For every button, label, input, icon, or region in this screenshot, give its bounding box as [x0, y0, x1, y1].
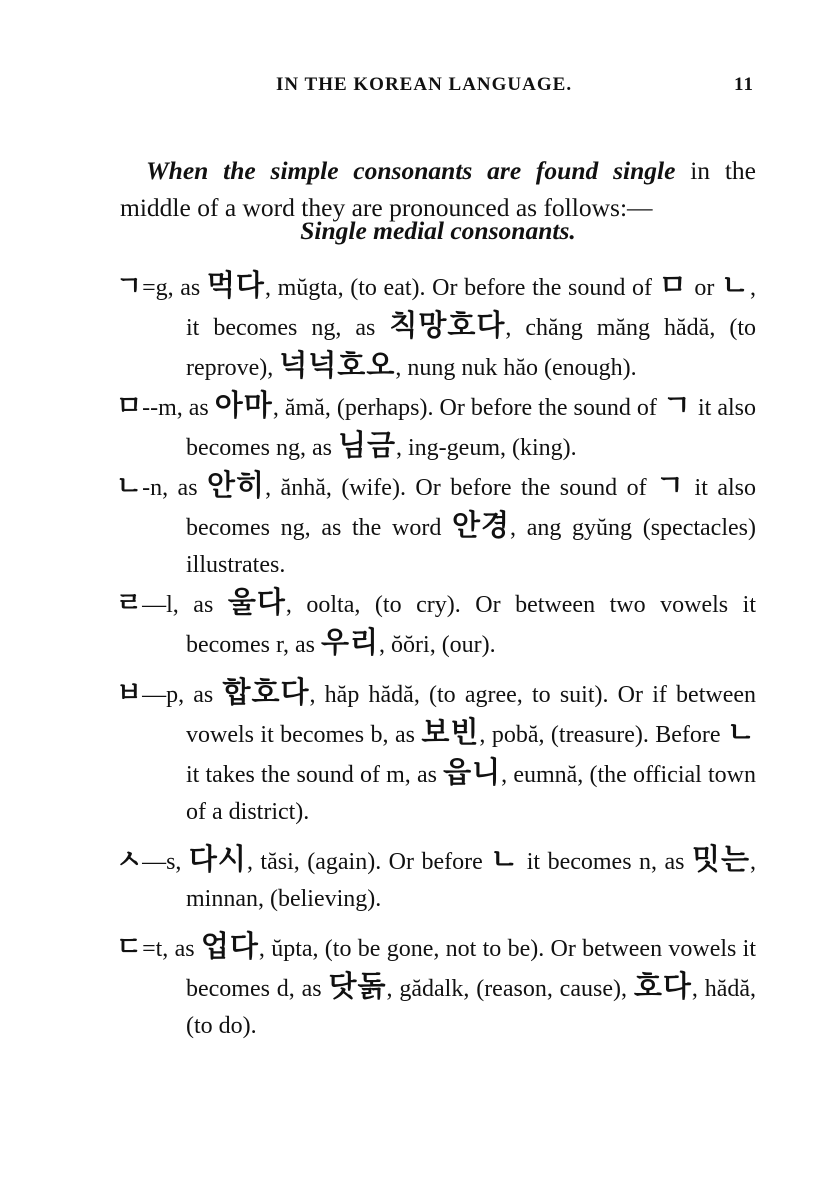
korean-example: 안히 — [207, 468, 266, 502]
page-number: 11 — [734, 74, 754, 95]
korean-example: ㅁ — [658, 268, 688, 302]
korean-example: 칙망호다 — [389, 308, 506, 342]
entry-text: —s, — [142, 849, 189, 875]
entry-text: it takes the sound of m, as — [186, 762, 444, 788]
consonant-letter: ㅅ — [116, 845, 143, 876]
korean-example: 먹다 — [206, 268, 265, 302]
entry-text: —p, as — [142, 682, 223, 708]
entry-text: --m, as — [142, 395, 215, 421]
entry-text: -n, as — [142, 475, 208, 501]
entry-text: , oolta, (to cry). Or between two vowels it becomes r, as — [186, 592, 756, 658]
korean-example: 밋는 — [691, 842, 751, 876]
entry-text: , hădă, (to do). — [186, 976, 756, 1039]
korean-example: 아마 — [214, 388, 273, 422]
entry-text: , ŭpta, (to be gone, not to be). Or between vowels it becomes d, as — [186, 936, 756, 1002]
korean-example: 합호다 — [222, 675, 310, 709]
entry-text: , pobă, (treasure). Before — [479, 722, 727, 748]
entry-text: , ămă, (perhaps). Or before the sound of — [272, 395, 663, 421]
korean-example: 닷돍 — [328, 969, 387, 1003]
entry-text: , eumnă, (the official town of a district). — [186, 762, 756, 825]
korean-example: 다시 — [188, 842, 247, 876]
entry-text: , tăsi, (again). Or before — [246, 849, 491, 875]
entry-text: , ănhă, (wife). Or before the sound of — [265, 475, 657, 501]
entry-text: —l, as — [142, 592, 228, 618]
intro-rest: in the middle of a word they are pronounced as follows:— — [120, 155, 756, 222]
korean-example: 읍니 — [443, 755, 502, 789]
intro-paragraph — [120, 152, 756, 226]
consonant-entry — [116, 928, 756, 1045]
running-head-title: IN THE KOREAN LANGUAGE. — [276, 74, 573, 95]
consonant-letter: ㄹ — [116, 588, 143, 619]
korean-example: 보빈 — [421, 715, 480, 749]
consonant-entry — [116, 467, 756, 584]
korean-example: ㄱ — [656, 468, 686, 502]
entry-text: , chăng măng hădă, (to reprove), — [186, 315, 757, 381]
entry-text: , minnan, (believing). — [186, 849, 757, 912]
consonant-entries — [116, 267, 756, 1045]
entry-text: =g, as — [142, 275, 207, 301]
entry-text: it also becomes ng, as the word — [186, 475, 757, 541]
korean-example: ㄴ — [726, 715, 756, 749]
korean-example: ㄴ — [490, 842, 520, 876]
consonant-letter: ㅂ — [116, 678, 143, 709]
korean-example: 님금 — [337, 428, 396, 462]
korean-example: 우리 — [321, 625, 380, 659]
consonant-entry — [116, 584, 756, 664]
entry-text: or — [687, 275, 721, 301]
consonant-entry — [116, 841, 756, 918]
running-head — [120, 74, 756, 104]
consonant-letter: ㄴ — [116, 471, 143, 502]
entry-text: , ang gyŭng (spectacles) illustrates. — [186, 515, 756, 578]
entry-text: , ŏŏri, (our). — [379, 632, 496, 658]
intro-italic-lead: When the simple consonants are found single — [146, 155, 676, 185]
entry-text: , it becomes ng, as — [186, 275, 756, 341]
korean-example: 업다 — [200, 929, 259, 963]
korean-example: 호다 — [633, 969, 692, 1003]
entry-text: =t, as — [142, 936, 201, 962]
korean-example: 울다 — [227, 585, 286, 619]
korean-example: ㄴ — [720, 268, 750, 302]
entry-text: , hăp hădă, (to agree, to suit). Or if between vowels it becomes b, as — [186, 682, 756, 748]
entry-text: , ing-geum, (king). — [396, 435, 577, 461]
korean-example: ㄱ — [662, 388, 692, 422]
entry-text: it becomes n, as — [519, 849, 692, 875]
entry-text: it also becomes ng, as — [186, 395, 756, 461]
consonant-entry — [116, 674, 756, 831]
consonant-letter: ㄱ — [116, 271, 143, 302]
consonant-letter: ㄷ — [116, 932, 143, 963]
korean-example: 넉넉호오 — [279, 348, 396, 382]
entry-text: , mŭgta, (to eat). Or before the sound of — [264, 275, 659, 301]
consonant-entry — [116, 267, 756, 387]
consonant-letter: ㅁ — [116, 391, 143, 422]
korean-example: 안경 — [452, 508, 511, 542]
consonant-entry — [116, 387, 756, 467]
section-title: Single medial consonants. — [300, 216, 576, 245]
entry-text: , nung nuk hăo (enough). — [395, 355, 637, 381]
entry-text: , gădalk, (reason, cause), — [386, 976, 634, 1002]
